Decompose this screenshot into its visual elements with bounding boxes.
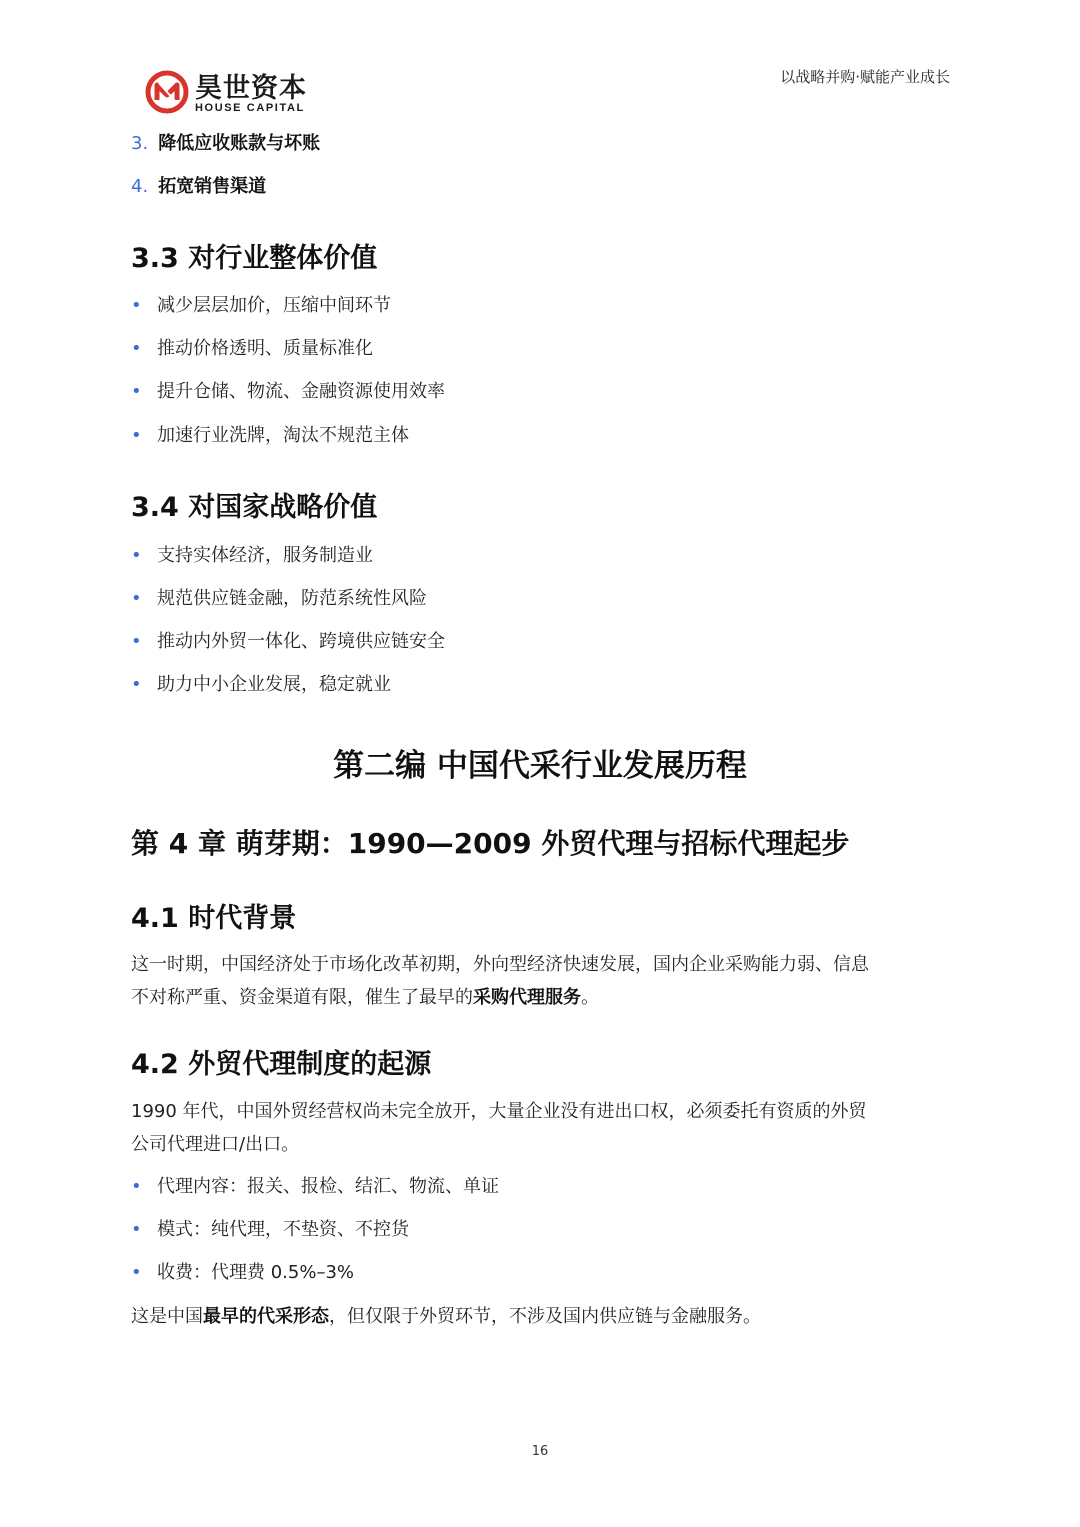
list-item-text: 降低应收账款与坏账 xyxy=(158,133,321,154)
logo-english-name: HOUSE CAPITAL xyxy=(195,102,305,114)
closing-paragraph: 这是中国最早的代采形态，但仅限于外贸环节，不涉及国内供应链与金融服务。 xyxy=(131,1306,761,1327)
house-capital-logo-icon xyxy=(145,70,189,114)
paragraph: 1990 年代，中国外贸经营权尚未完全放开，大量企业没有进出口权，必须委托有资质的外贸 公司代理进口/出口。 xyxy=(131,1101,867,1155)
company-logo xyxy=(145,66,315,120)
list-item: • 代理内容：报关、报检、结汇、物流、单证 xyxy=(131,1176,499,1197)
part-title: 第二编 中国代采行业发展历程 xyxy=(333,748,747,784)
list-item: • 助力中小企业发展，稳定就业 xyxy=(131,674,391,695)
list-number: 4. xyxy=(131,176,149,197)
section-heading-3-3: 3.3 对行业整体价值 xyxy=(131,243,378,274)
bullet-icon: • xyxy=(131,588,142,609)
emphasis-text: 最早的代采形态 xyxy=(203,1306,329,1327)
bullet-icon: • xyxy=(131,674,142,695)
bullet-icon: • xyxy=(131,425,142,446)
bullet-icon: • xyxy=(131,545,142,566)
emphasis-text: 采购代理服务 xyxy=(473,987,581,1008)
section-heading-4-2: 4.2 外贸代理制度的起源 xyxy=(131,1049,432,1080)
header-slogan: 以战略并购·赋能产业成长 xyxy=(780,68,950,86)
list-item: • 规范供应链金融，防范系统性风险 xyxy=(131,588,427,609)
section-heading-4-1: 4.1 时代背景 xyxy=(131,903,297,934)
bullet-icon: • xyxy=(131,1176,142,1197)
list-item: • 模式：纯代理，不垫资、不控货 xyxy=(131,1219,409,1240)
bullet-icon: • xyxy=(131,338,142,359)
list-item: • 推动内外贸一体化、跨境供应链安全 xyxy=(131,631,445,652)
list-number: 3. xyxy=(131,133,149,154)
list-item: • 推动价格透明、质量标准化 xyxy=(131,338,373,359)
page-number: 16 xyxy=(531,1444,549,1459)
bullet-icon: • xyxy=(131,1262,142,1283)
bullet-icon: • xyxy=(131,1219,142,1240)
list-item: • 加速行业洗牌，淘汰不规范主体 xyxy=(131,425,409,446)
numbered-list-item xyxy=(131,175,266,199)
chapter-title: 第 4 章 萌芽期：1990—2009 外贸代理与招标代理起步 xyxy=(131,827,850,860)
list-item-text: 拓宽销售渠道 xyxy=(158,176,267,197)
bullet-icon: • xyxy=(131,381,142,402)
list-item: • 减少层层加价，压缩中间环节 xyxy=(131,295,391,316)
list-item: • 提升仓储、物流、金融资源使用效率 xyxy=(131,381,445,402)
section-heading-3-4: 3.4 对国家战略价值 xyxy=(131,492,378,523)
paragraph: 这一时期，中国经济处于市场化改革初期，外向型经济快速发展，国内企业采购能力弱、信息 不对称严重、资金渠道有限，催生了最早的采购代理服务。 xyxy=(131,954,869,1008)
bullet-icon: • xyxy=(131,295,142,316)
list-item: • 收费：代理费 0.5%–3% xyxy=(131,1262,355,1283)
list-item: • 支持实体经济，服务制造业 xyxy=(131,545,373,566)
numbered-list-item xyxy=(131,132,320,156)
logo-chinese-name: 昊世资本 xyxy=(195,73,307,104)
bullet-icon: • xyxy=(131,631,142,652)
